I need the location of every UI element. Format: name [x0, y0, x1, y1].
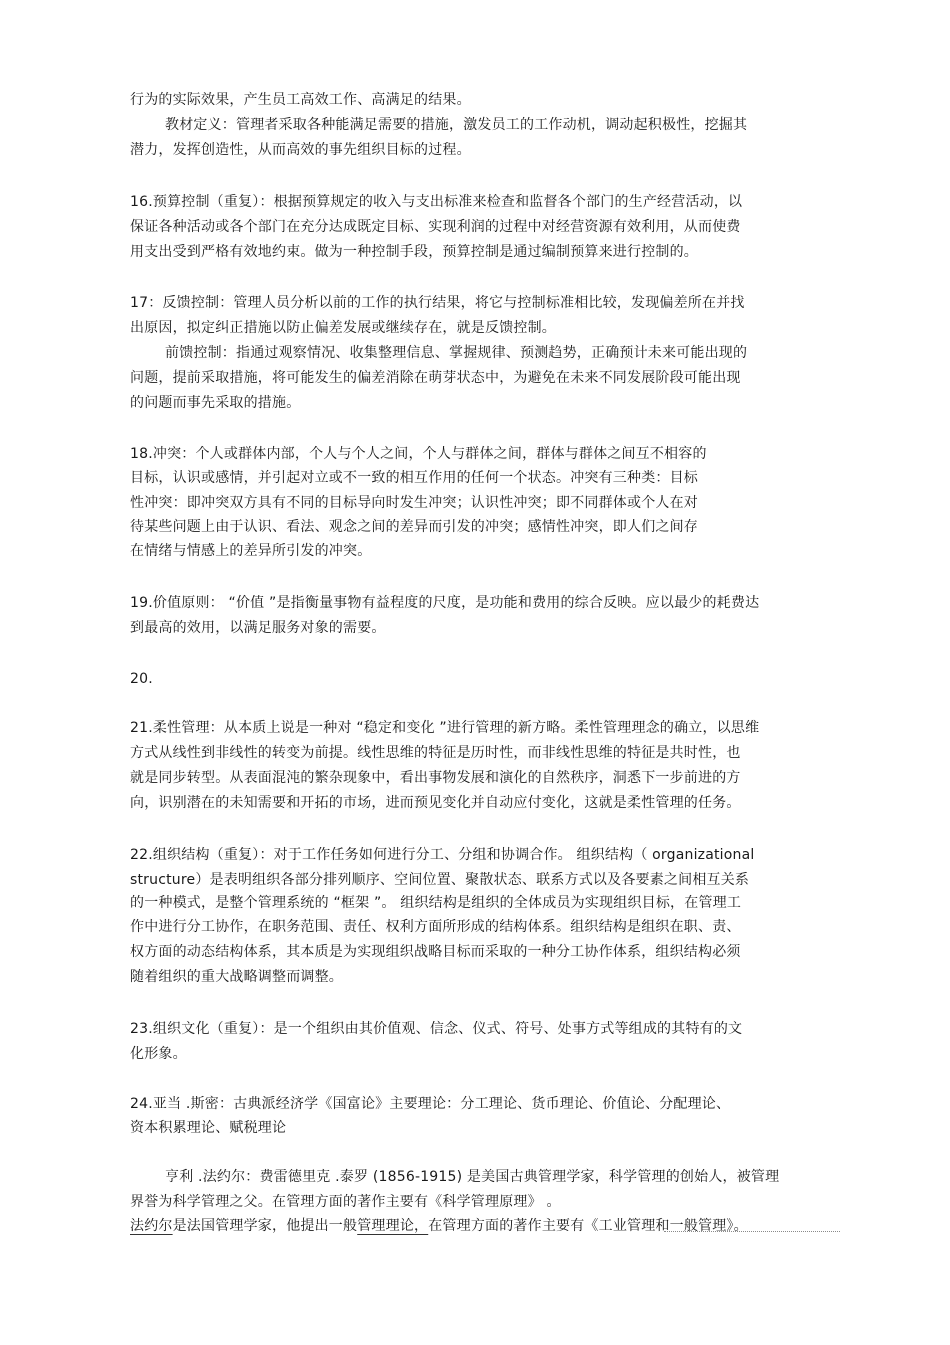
text-fragment: 是法国管理学家，他提出一般 [172, 1218, 358, 1234]
underlined-term: 管理理论， [357, 1218, 429, 1234]
text-line: 18.冲突：个人或群体内部，个人与个人之间，个人与群体之间，群体与群体之间互不相容的 [130, 446, 707, 462]
text-line: 就是同步转型。从表面混沌的繁杂现象中，看出事物发展和演化的自然秩序，洞悉下一步前进的方 [130, 770, 741, 786]
text-line: 到最高的效用，以满足服务对象的需要。 [130, 620, 386, 636]
text-line: structure）是表明组织各部分排列顺序、空间位置、聚散状态、联系方式以及各要素之间相互关系 [130, 872, 750, 888]
text-line: 作中进行分工协作，在职务范围、责任、权利方面所形成的结构体系。组织结构是组织在职、责、 [130, 919, 741, 935]
text-line: 23.组织文化（重复）：是一个组织由其价值观、信念、仪式、符号、处事方式等组成的其特有的文 [130, 1021, 743, 1037]
text-line: 性冲突：即冲突双方具有不同的目标导向时发生冲突；认识性冲突；即不同群体或个人在对 [130, 495, 698, 511]
text-line: 22.组织结构（重复）：对于工作任务如何进行分工、分组和协调合作。 组织结构（ organizational [130, 847, 755, 863]
text-line: 的一种模式，是整个管理系统的 “框架 ”。 组织结构是组织的全体成员为实现组织目标，在管理工 [130, 895, 742, 911]
text-line: 17：反馈控制：管理人员分析以前的工作的执行结果，将它与控制标准相比较，发现偏差所在并找 [130, 295, 745, 311]
text-line: 在情绪与情感上的差异所引发的冲突。 [130, 543, 372, 559]
text-line [130, 1217, 748, 1235]
text-line: 用支出受到严格有效地约束。做为一种控制手段，预算控制是通过编制预算来进行控制的。 [130, 244, 698, 260]
text-line: 待某些问题上由于认识、看法、观念之间的差异而引发的冲突；感情性冲突，即人们之间存 [130, 519, 698, 535]
underlined-term: 法约尔 [130, 1218, 173, 1234]
text-line: 化形象。 [130, 1046, 187, 1062]
text-line: 目标，认识或感情，并引起对立或不一致的相互作用的任何一个状态。冲突有三种类：目标 [130, 470, 698, 486]
text-line: 潜力，发挥创造性，从而高效的事先组织目标的过程。 [130, 142, 471, 158]
text-line: 随着组织的重大战略调整而调整。 [130, 969, 343, 985]
text-fragment: 在管理方面的著作主要有《工业管理和一般管理》 [428, 1218, 734, 1234]
text-line: 行为的实际效果，产生员工高效工作、高满足的结果。 [130, 92, 471, 108]
text-line: 教材定义：管理者采取各种能满足需要的措施，激发员工的工作动机，调动起积极性，挖掘其 [165, 117, 748, 133]
text-line: 20. [130, 671, 153, 687]
text-line: 界誉为科学管理之父。在管理方面的著作主要有《科学管理原理》 。 [130, 1194, 561, 1210]
text-line: 资本积累理论、赋税理论 [130, 1120, 287, 1136]
text-line: 的问题而事先采取的措施。 [130, 395, 301, 411]
text-line: 向，识别潜在的未知需要和开拓的市场，进而预见变化并自动应付变化，这就是柔性管理的任务。 [130, 795, 741, 811]
text-line: 前馈控制：指通过观察情况、收集整理信息、掌握规律、预测趋势，正确预计未来可能出现的 [165, 345, 748, 361]
text-line: 保证各种活动或各个部门在充分达成既定目标、实现利润的过程中对经营资源有效利用，从而使费 [130, 219, 741, 235]
dotted-underline [664, 1229, 840, 1232]
text-line: 21.柔性管理：从本质上说是一种对 “稳定和变化 ”进行管理的新方略。柔性管理理念的确立，以思维 [130, 720, 760, 736]
text-line: 问题，提前采取措施，将可能发生的偏差消除在萌芽状态中，为避免在未来不同发展阶段可能出现 [130, 370, 741, 386]
text-line: 出原因，拟定纠正措施以防止偏差发展或继续存在，就是反馈控制。 [130, 320, 556, 336]
text-line: 19.价值原则： “价值 ”是指衡量事物有益程度的尺度，是功能和费用的综合反映。应以最少的耗费达 [130, 595, 760, 611]
text-fragment: 。 [733, 1218, 748, 1234]
text-line: 亨利 .法约尔：费雷德里克 .泰罗 (1856-1915) 是美国古典管理学家，科学管理的创始人，被管理 [165, 1169, 780, 1185]
text-line: 24.亚当 .斯密：古典派经济学《国富论》主要理论：分工理论、货币理论、价值论、分配理论、 [130, 1096, 731, 1112]
text-line: 权方面的动态结构体系，其本质是为实现组织战略目标而采取的一种分工协作体系，组织结构必须 [130, 944, 741, 960]
text-line: 方式从线性到非线性的转变为前提。线性思维的特征是历时性，而非线性思维的特征是共时性，也 [130, 745, 741, 761]
text-line: 16.预算控制（重复）：根据预算规定的收入与支出标准来检查和监督各个部门的生产经营活动，以 [130, 194, 743, 210]
